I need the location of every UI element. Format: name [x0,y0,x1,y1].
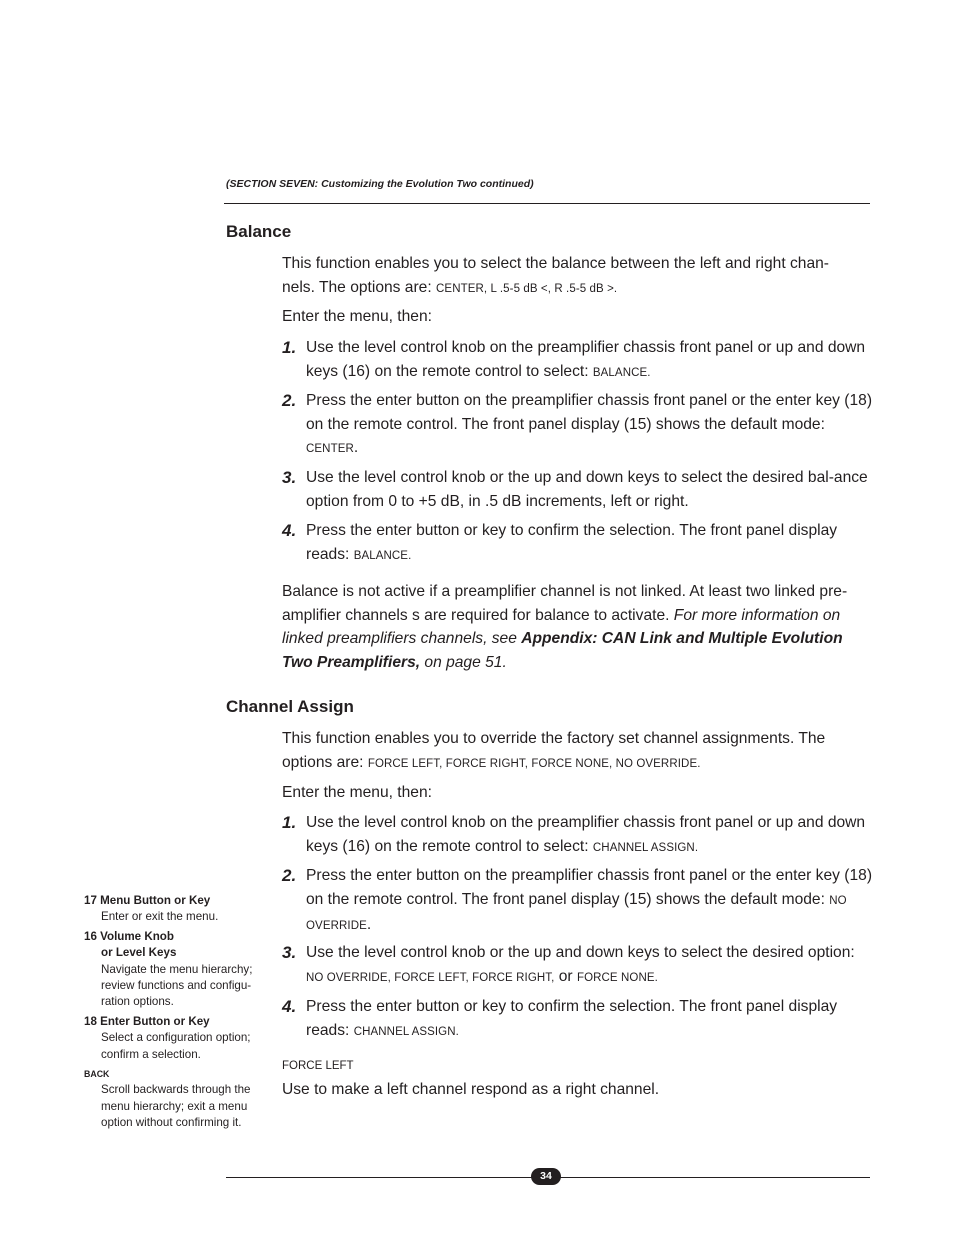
footer-rule-right [560,1177,870,1178]
balance-heading: Balance [226,222,292,241]
balance-step-4: 4. Press the enter button or key to confirm the selection. The front panel display reads: BALANCE. [282,521,838,563]
channel-assign-intro: This function enables you to override the factory set channel assignments. The options are: FORCE LEFT, FORCE RIGHT, FORCE NONE, NO OVERRIDE. [282,730,826,771]
force-left-subhead: FORCE LEFT [282,1060,354,1072]
balance-note: Balance is not active if a preamplifier channel is not linked. At least two linked pre-amplifier channels s are required for balance to activate. For more information on linked preamplifiers channels, see Appendix: CAN Link and Multiple Evolution Two Preamplifiers, on page 51. [282,583,848,671]
step-number: 3. [282,943,297,962]
step-number: 4. [282,997,297,1016]
sidebar-item-volume: 16 Volume Knob or Level Keys Navigate the menu hierarchy; review functions and configu-ration options. [84,929,253,1009]
step-number: 1. [282,338,297,357]
sidebar-key-legend [84,893,269,1135]
balance-intro: This function enables you to select the balance between the left and right chan- nels. The options are: CENTER, L .5-5 dB <, R .5-5 dB >. [282,255,829,296]
page-number: 34 [531,1168,561,1185]
channel-assign-step-1: 1. Use the level control knob on the preamplifier chassis front panel or up and down keys (16) on the remote control to select: CHANNEL ASSIGN. [282,813,866,855]
sidebar-item-menu: 17 Menu Button or Key Enter or exit the menu. [84,894,219,924]
channel-assign-step-3: 3. Use the level control knob or the up and down keys to select the desired option: NO OVERRIDE, FORCE LEFT, FORCE RIGHT, or FORCE NONE. [282,943,855,985]
balance-step-3: 3. Use the level control knob or the up and down keys to select the desired bal-ance option from 0 to +5 dB, in .5 dB increments, left or right. [282,468,868,510]
balance-step-2: 2. Press the enter button on the preamplifier chassis front panel or the enter key (18) on the remote control. The front panel display (15) shows the default mode: CENTER. [282,391,873,456]
force-left-description: Use to make a left channel respond as a right channel. [282,1081,660,1098]
step-number: 1. [282,813,297,832]
channel-assign-enter-menu: Enter the menu, then: [282,784,432,801]
balance-step-1: 1. Use the level control knob on the preamplifier chassis front panel or up and down keys (16) on the remote control to select: BALANCE. [282,338,866,380]
step-number: 2. [282,391,297,410]
footer-rule-left [226,1177,532,1178]
sidebar-item-enter: 18 Enter Button or Key Select a configuration option; confirm a selection. [84,1014,251,1061]
channel-assign-heading: Channel Assign [226,697,354,716]
step-number: 4. [282,521,297,540]
sidebar-item-back: BACK Scroll backwards through the menu hierarchy; exit a menu option without confirming it. [84,1069,251,1130]
step-number: 3. [282,468,297,487]
step-number: 2. [282,866,297,885]
section-header-note: (SECTION SEVEN: Customizing the Evolution Two continued) [226,178,534,190]
header-divider [224,203,870,204]
channel-assign-step-4: 4. Press the enter button or key to confirm the selection. The front panel display reads: CHANNEL ASSIGN. [282,997,838,1039]
balance-enter-menu: Enter the menu, then: [282,308,432,325]
channel-assign-step-2: 2. Press the enter button on the preamplifier chassis front panel or the enter key (18) on the remote control. The front panel display (15) shows the default mode: NO OVERRIDE. [282,866,873,933]
